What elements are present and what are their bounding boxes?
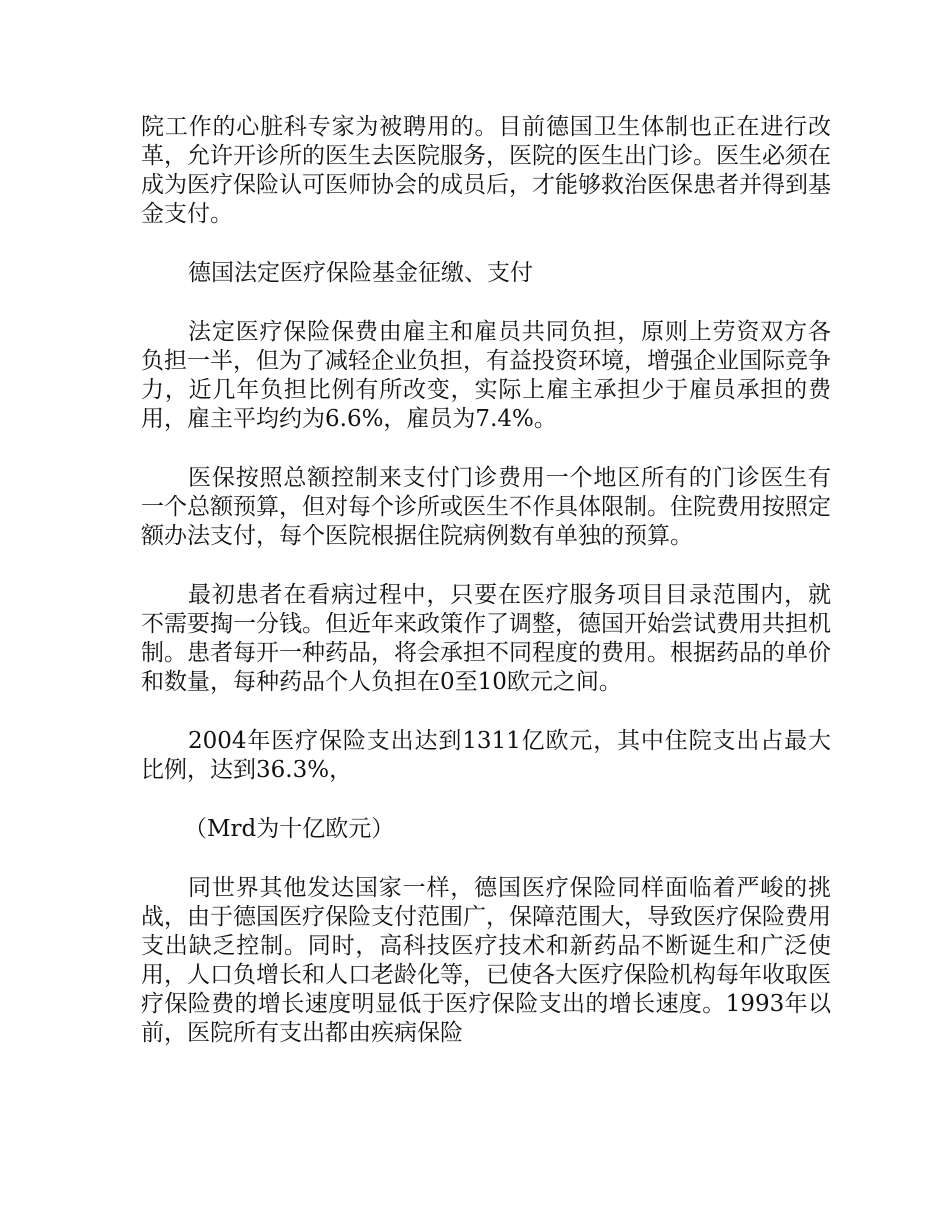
paragraph-premium-sharing: 法定医疗保险保费由雇主和雇员共同负担，原则上劳资双方各负担一半，但为了减轻企业负担，有益投资环境，增强企业国际竞争力，近几年负担比例有所改变，实际上雇主承担少于雇员承担的费用，雇主平均约为6.6%，雇员为7.4%。 xyxy=(141,319,831,432)
paragraph-1: 院工作的心脏科专家为被聘用的。目前德国卫生体制也正在进行改革，允许开诊所的医生去医院服务，医院的医生出门诊。医生必须在成为医疗保险认可医师协会的成员后，才能够救治医保患者并得到基金支付。 xyxy=(141,114,831,227)
paragraph-2004-expenditure: 2004年医疗保险支出达到1311亿欧元，其中住院支出占最大比例，达到36.3%， xyxy=(141,728,831,783)
document-body xyxy=(141,113,831,1048)
paragraph-budget-control: 医保按照总额控制来支付门诊费用一个地区所有的门诊医生有一个总额预算，但对每个诊所或医生不作具体限制。住院费用按照定额办法支付，每个医院根据住院病例数有单独的预算。 xyxy=(141,465,831,549)
section-heading: 德国法定医疗保险基金征缴、支付 xyxy=(188,260,533,286)
paragraph-cost-sharing: 最初患者在看病过程中，只要在医疗服务项目目录范围内，就不需要掏一分钱。但近年来政策作了调整，德国开始尝试费用共担机制。患者每开一种药品，将会承担不同程度的费用。根据药品的单价和数量，每种药品个人负担在0至10欧元之间。 xyxy=(141,582,831,695)
paragraph-challenges: 同世界其他发达国家一样，德国医疗保险同样面临着严峻的挑战，由于德国医疗保险支付范围广，保障范围大，导致医疗保险费用支出缺乏控制。同时，高科技医疗技术和新药品不断诞生和广泛使用，人口负增长和人口老龄化等，已使各大医疗保险机构每年收取医疗保险费的增长速度明显低于医疗保险支出的增长速度。1993年以前，医院所有支出都由疾病保险 xyxy=(141,875,831,1046)
unit-note: （Mrd为十亿欧元） xyxy=(184,816,395,842)
